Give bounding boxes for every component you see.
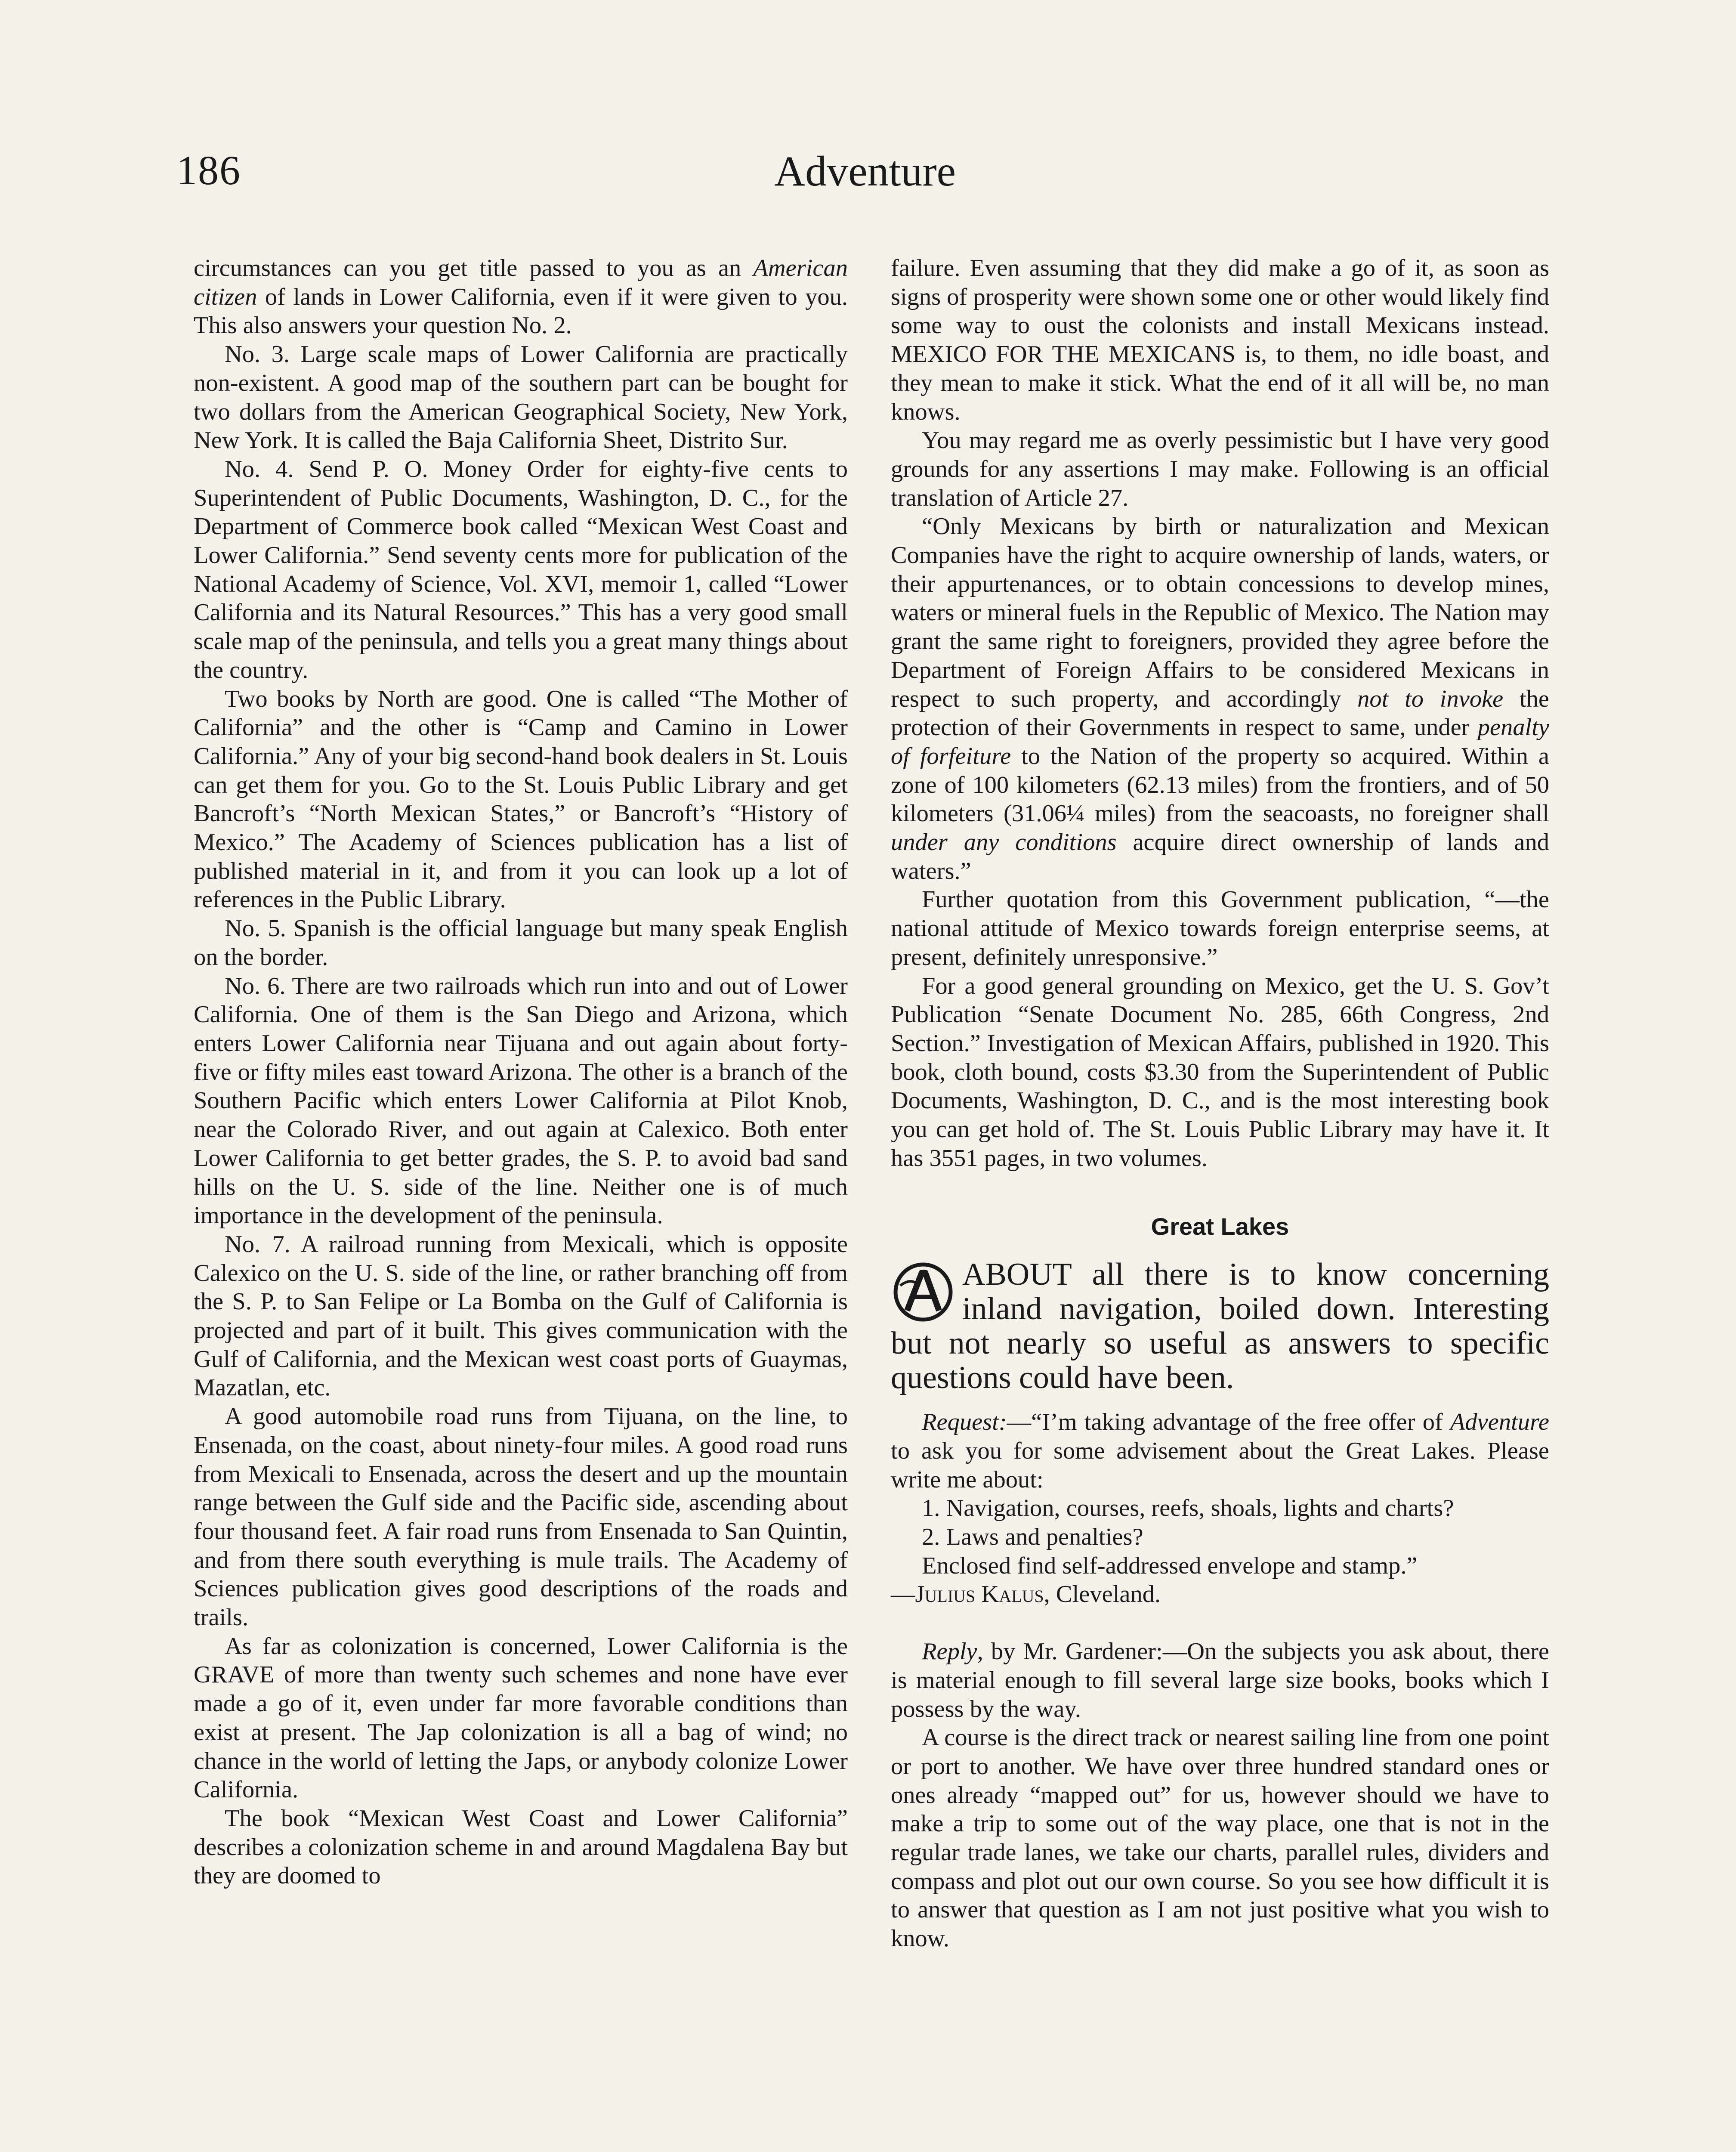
paragraph: No. 3. Large scale maps of Lower California are practically non-existent. A good map of the southern part can be bought for two dollars from the American Geographical Society, New York, New York. It is called the Baja California Sheet, Distrito Sur. bbox=[194, 341, 848, 454]
paragraph: failure. Even assuming that they did make a go of it, as soon as signs of prosperity were shown some one or other would likely find some way to oust the colonists and install Mexicans instead. MEXICO FOR THE MEXICANS is, to them, no idle boast, and they mean to make it stick. What the end of it all will be, no man knows. bbox=[891, 255, 1549, 425]
paragraph: A good automobile road runs from Tijuana, on the line, to Ensenada, on the coast, about ninety-four miles. A good road runs from Mexicali to Ensenada, across the desert and up the mountain range between the Gulf side and the Pacific side, ascending about four thousand feet. A fair road runs from Ensenada to San Quintin, and from there south everything is mule trails. The Academy of Sciences publication gives good descriptions of the roads and trails. bbox=[194, 1403, 848, 1631]
request-paragraph: Request:—“I’m taking advantage of the free offer of Adventure to ask you for some advisement about the Great Lakes. Please write me about: bbox=[891, 1409, 1549, 1493]
paragraph: For a good general grounding on Mexico, get the U. S. Gov’t Publication “Senate Document No. 285, 66th Congress, 2nd Section.” Investigation of Mexican Affairs, published in 1920. This book, cloth bound, costs $3.30 from the Superintendent of Public Documents, Washington, D. C., and is the most interesting book you can get hold of. The St. Louis Public Library may have it. It has 3551 pages, in two volumes. bbox=[891, 972, 1549, 1172]
paragraph: No. 7. A railroad running from Mexicali, which is opposite Calexico on the U. S. side of the line, or rather branching off from the S. P. to San Felipe or La Bomba on the Gulf of California is projected and part of it built. This gives communication with the Gulf of California, and the Mexican west coast ports of Guaymas, Mazatlan, etc. bbox=[194, 1231, 848, 1401]
list-item: 2. Laws and penalties? bbox=[922, 1524, 1143, 1551]
page-header bbox=[176, 146, 1554, 224]
reply-paragraph: Reply, by Mr. Gardener:—On the subjects you ask about, there is material enough to fill several large size books, books which I possess by the way. bbox=[891, 1638, 1549, 1722]
article-27-quote: “Only Mexicans by birth or naturalization and Mexican Companies have the right to acquire ownership of lands, waters, or their appurtenances, or to obtain concessions to develop mines, waters or mineral fuels in the Republic of Mexico. The Nation may grant the same right to foreigners, provided they agree before the Department of Foreign Affairs to be considered Mexicans in respect to such property, and accordingly not to invoke the protection of their Governments in respect to same, under penalty of forfeiture to the Nation of the property so acquired. Within a zone of 100 kilometers (62.13 miles) from the frontiers, and of 50 kilometers (31.06¼ miles) from the seacoasts, no foreigner shall under any conditions acquire direct ownership of lands and waters.” bbox=[891, 513, 1550, 884]
drop-cap-a-icon bbox=[891, 1260, 955, 1324]
right-column bbox=[891, 254, 1549, 1953]
section-heading: Great Lakes bbox=[1151, 1212, 1289, 1240]
paragraph: Enclosed find self-addressed envelope and stamp.” bbox=[922, 1552, 1418, 1579]
paragraph: No. 6. There are two railroads which run into and out of Lower California. One of them is the San Diego and Arizona, which enters Lower California near Tijuana and out again about forty-five or fifty miles east toward Arizona. The other is a branch of the Southern Pacific which enters Lower California at Pilot Knob, near the Colorado River, and out again at Calexico. Both enter Lower California to get better grades, the S. P. to avoid bad sand hills on the U. S. side of the line. Neither one is of much importance in the development of the peninsula. bbox=[194, 972, 848, 1229]
paragraph: Two books by North are good. One is called “The Mother of California” and the other is “Camp and Camino in Lower California.” Any of your big second-hand book dealers in St. Louis can get them for you. Go to the St. Louis Public Library and get Bancroft’s “North Mexican States,” or Bancroft’s “History of Mexico.” The Academy of Sciences publication has a list of published material in it, and from it you can look up a lot of references in the Public Library. bbox=[194, 685, 848, 913]
list-item: 1. Navigation, courses, reefs, shoals, lights and charts? bbox=[922, 1495, 1454, 1522]
paragraph: No. 4. Send P. O. Money Order for eighty-five cents to Superintendent of Public Documents, Washington, D. C., for the Department of Commerce book called “Mexican West Coast and Lower California.” Send seventy cents more for publication of the National Academy of Science, Vol. XVI, memoir 1, called “Lower California and its Natural Resources.” This has a very good small scale map of the peninsula, and tells you a great many things about the country. bbox=[194, 455, 848, 683]
paragraph: Further quotation from this Government publication, “—the national attitude of Mexico towards foreign enterprise seems, at present, definitely unresponsive.” bbox=[891, 886, 1549, 971]
lead-paragraph: ABOUT all there is to know concerning inland navigation, boiled down. Interesting but not nearly so useful as answers to specific questions could have been. bbox=[891, 1257, 1549, 1396]
left-column bbox=[194, 254, 848, 1890]
paragraph: A course is the direct track or nearest sailing line from one point or port to another. We have over three hundred standard ones or ones already “mapped out” for us, however should we have to make a trip to some out of the way place, one that is not in the regular trade lanes, we take our charts, parallel rules, dividers and compass and plot out our own course. So you see how difficult it is to answer that question as I am not just positive what you wish to know. bbox=[891, 1724, 1549, 1952]
paragraph: The book “Mexican West Coast and Lower California” describes a colonization scheme in and around Magdalena Bay but they are doomed to bbox=[194, 1805, 848, 1889]
paragraph: As far as colonization is concerned, Lower California is the GRAVE of more than twenty such schemes and none have ever made a go of it, even under far more favorable conditions than exist at present. The Jap colonization is all a bag of wind; no chance in the world of letting the Japs, or anybody colonize Lower California. bbox=[194, 1633, 848, 1803]
signature: —Julius Kalus, Cleveland. bbox=[891, 1581, 1161, 1608]
paragraph: circumstances can you get title passed to you as an American citizen of lands in Lower California, even if it were given to you. This also answers your question No. 2. bbox=[194, 255, 848, 339]
running-title: Adventure bbox=[774, 147, 956, 195]
paragraph: No. 5. Spanish is the official language but many speak English on the border. bbox=[194, 915, 848, 971]
page-number: 186 bbox=[176, 147, 241, 193]
paragraph: You may regard me as overly pessimistic but I have very good grounds for any assertions I may make. Following is an official translation of Article 27. bbox=[891, 427, 1549, 511]
